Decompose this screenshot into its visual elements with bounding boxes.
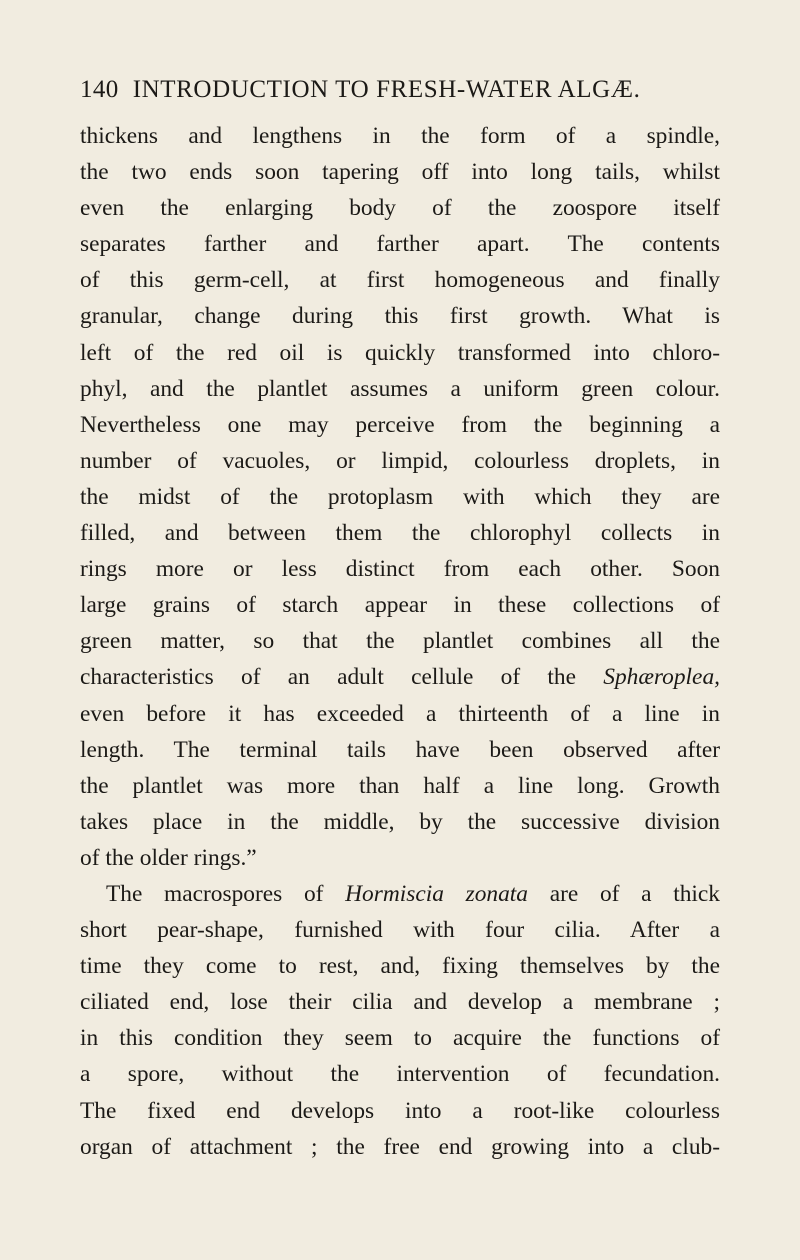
text-line: rings more or less distinct from each other. Soon	[80, 556, 720, 583]
text-line: number of vacuoles, or limpid, colourless droplets, in	[80, 447, 720, 474]
text-line: thickens and lengthens in the form of a spindle,	[80, 123, 720, 149]
text-line: green matter, so that the plantlet combines all the	[80, 628, 720, 655]
text-line: of this germ-cell, at first homogeneous and finally	[80, 267, 720, 294]
text-line: organ of attachment ; the free end growing into a club-	[80, 1133, 720, 1160]
paragraph-end-line: of the older rings.”	[80, 844, 257, 871]
page-number: 140	[80, 76, 119, 103]
text-line: even before it has exceeded a thirteenth of a line in	[80, 700, 720, 727]
text-line: The fixed end develops into a root-like colourless	[80, 1097, 720, 1124]
text-line: takes place in the middle, by the successive division	[80, 808, 720, 835]
text-line: length. The terminal tails have been observed after	[80, 736, 720, 763]
body-text	[80, 118, 720, 1165]
text-line: the two ends soon tapering off into long tails, whilst	[80, 159, 720, 186]
text-line: even the enlarging body of the zoospore itself	[80, 195, 720, 222]
running-title: INTRODUCTION TO FRESH-WATER ALGÆ.	[132, 76, 641, 103]
text-line: separates farther and farther apart. The contents	[80, 231, 720, 258]
text-line: a spore, without the intervention of fecundation.	[80, 1061, 720, 1088]
text-line: the midst of the protoplasm with which they are	[80, 483, 720, 510]
text-line: short pear-shape, furnished with four cilia. After a	[80, 917, 720, 944]
text-segment: are of a thick	[528, 880, 720, 907]
text-segment: characteristics of an adult cellule of the	[80, 664, 604, 691]
text-line: filled, and between them the chlorophyl collects in	[80, 520, 720, 547]
paragraph-start-line	[80, 876, 720, 912]
running-head	[80, 76, 700, 104]
text-line: Nevertheless one may perceive from the beginning a	[80, 411, 720, 438]
text-line: granular, change during this first growth. What is	[80, 303, 720, 330]
text-line: in this condition they seem to acquire the functions of	[80, 1025, 720, 1052]
text-line: left of the red oil is quickly transformed into chloro-	[80, 339, 720, 366]
text-line: large grains of starch appear in these collections of	[80, 592, 720, 619]
text-line: ciliated end, lose their cilia and develop a membrane ;	[80, 989, 720, 1016]
italic-species-name: Hormiscia zonata	[345, 880, 528, 907]
text-line-with-italic	[80, 659, 720, 695]
text-line: time they come to rest, and, fixing themselves by the	[80, 953, 720, 980]
text-line: phyl, and the plantlet assumes a uniform green colour.	[80, 375, 720, 402]
text-segment: The macrospores of	[106, 880, 346, 907]
text-line: the plantlet was more than half a line long. Growth	[80, 772, 720, 799]
italic-genus-name: Sphæroplea,	[603, 664, 720, 691]
